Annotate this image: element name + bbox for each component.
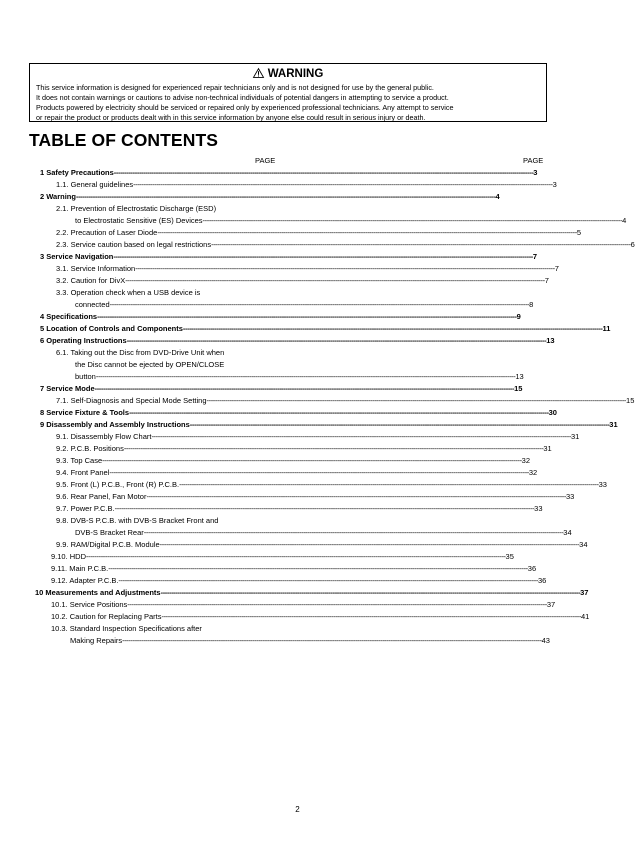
toc-entry-page: 31 <box>543 444 552 453</box>
toc-entry[interactable] <box>40 336 555 346</box>
dot-leader: -------------------------------------------------------------------------------------------------------------------------------------------------------------------------------------------------------- <box>123 444 544 453</box>
toc-entry-page: 31 <box>609 420 618 429</box>
toc-entry-title: 1.1. General guidelines <box>56 180 134 189</box>
dot-leader: -------------------------------------------------------------------------------------------------------------------------------------------------------------------------------------------------------- <box>97 312 517 321</box>
toc-entry-page: 15 <box>514 384 523 393</box>
toc-entry-title: 10.2. Caution for Replacing Parts <box>51 612 162 621</box>
dot-leader: -------------------------------------------------------------------------------------------------------------------------------------------------------------------------------------------------------- <box>114 504 535 513</box>
toc-entry-page: 13 <box>546 336 555 345</box>
toc-entry-page: 35 <box>505 552 514 561</box>
toc-entry[interactable] <box>40 168 538 178</box>
toc-entry-title: 9.2. P.C.B. Positions <box>56 444 124 453</box>
toc-entry-title: 3 Service Navigation <box>40 252 114 261</box>
toc-entry-title: 4 Specifications <box>40 312 98 321</box>
toc-entry[interactable] <box>40 384 523 394</box>
page-number: 2 <box>295 805 300 814</box>
dot-leader: -------------------------------------------------------------------------------------------------------------------------------------------------------------------------------------------------------- <box>143 528 564 537</box>
toc-entry-title: 9.7. Power P.C.B. <box>56 504 115 513</box>
toc-entry-page: 36 <box>527 564 537 573</box>
dot-leader: -------------------------------------------------------------------------------------------------------------------------------------------------------------------------------------------------------- <box>102 456 522 465</box>
toc-entry-page: 4 <box>495 192 500 201</box>
toc-entry-title: 10.3. Standard Inspection Specifications after <box>51 624 202 633</box>
dot-leader: -------------------------------------------------------------------------------------------------------------------------------------------------------------------------------------------------------- <box>113 168 534 177</box>
toc-entry-page: 37 <box>546 600 556 609</box>
dot-leader: -------------------------------------------------------------------------------------------------------------------------------------------------------------------------------------------------------- <box>202 216 623 225</box>
toc-entry[interactable] <box>56 444 552 454</box>
dot-leader: -------------------------------------------------------------------------------------------------------------------------------------------------------------------------------------------------------- <box>133 180 553 189</box>
dot-leader: -------------------------------------------------------------------------------------------------------------------------------------------------------------------------------------------------------- <box>179 480 599 489</box>
toc-entry-page: 8 <box>529 300 534 309</box>
toc-entry[interactable] <box>56 276 549 286</box>
toc-entry-page: 31 <box>570 432 580 441</box>
toc-entry[interactable] <box>75 216 627 226</box>
toc-entry[interactable] <box>51 576 547 586</box>
toc-entry-page: 33 <box>534 504 543 513</box>
toc-entry-page: 4 <box>622 216 627 225</box>
toc-entry-title: 9.1. Disassembly Flow Chart <box>56 432 152 441</box>
toc-entry[interactable] <box>40 312 521 322</box>
toc-entry-title: 9.9. RAM/Digital P.C.B. Module <box>56 540 160 549</box>
toc-entry-continuation: button <box>75 372 96 381</box>
toc-entry[interactable] <box>51 612 590 622</box>
toc-entry-page: 33 <box>598 480 607 489</box>
toc-entry-page: 36 <box>537 576 547 585</box>
toc-entry[interactable] <box>40 252 538 262</box>
toc-entry-title: 9.6. Rear Panel, Fan Motor <box>56 492 147 501</box>
toc-entry-title: 6 Operating Instructions <box>40 336 127 345</box>
dot-leader: -------------------------------------------------------------------------------------------------------------------------------------------------------------------------------------------------------- <box>189 420 610 429</box>
warning-title <box>36 67 540 82</box>
toc-entry-continuation: the Disc cannot be ejected by OPEN/CLOSE <box>75 360 225 369</box>
toc-entry-page: 7 <box>532 252 538 261</box>
dot-leader: -------------------------------------------------------------------------------------------------------------------------------------------------------------------------------------------------------- <box>118 576 538 585</box>
toc-entry-page: 34 <box>579 540 588 549</box>
toc-entry[interactable] <box>56 180 557 190</box>
toc-heading: TABLE OF CONTENTS <box>29 130 219 150</box>
warning-line: This service information is designed for experienced repair technicians only and is not designed for use by the general public. <box>36 83 434 92</box>
toc-entry-page: 7 <box>544 276 549 285</box>
toc-entry-title: 3.3. Operation check when a USB device is <box>56 288 201 297</box>
toc-entry-title: 3.1. Service Information <box>56 264 136 273</box>
toc-entry[interactable] <box>56 240 635 250</box>
dot-leader: -------------------------------------------------------------------------------------------------------------------------------------------------------------------------------------------------------- <box>109 300 530 309</box>
toc-entry[interactable] <box>40 192 500 202</box>
dot-leader: -------------------------------------------------------------------------------------------------------------------------------------------------------------------------------------------------------- <box>122 636 542 645</box>
toc-entry[interactable] <box>75 528 572 538</box>
toc-entry[interactable] <box>75 372 524 382</box>
toc-entry-continuation: connected <box>75 300 110 309</box>
toc-entry-page: 11 <box>602 324 611 333</box>
dot-leader: -------------------------------------------------------------------------------------------------------------------------------------------------------------------------------------------------------- <box>94 384 515 393</box>
toc-entry-title: 9.11. Main P.C.B. <box>51 564 109 573</box>
toc-entry-title: 2.1. Prevention of Electrostatic Discharge (ESD) <box>56 204 217 213</box>
dot-leader: -------------------------------------------------------------------------------------------------------------------------------------------------------------------------------------------------------- <box>157 228 577 237</box>
toc-entry-title: 9.10. HDD <box>51 552 87 561</box>
toc-entry[interactable] <box>51 600 556 610</box>
toc-entry-page: 3 <box>533 168 538 177</box>
toc-entry-page: 32 <box>521 456 531 465</box>
toc-entry-continuation: DVB-S Bracket Rear <box>75 528 144 537</box>
toc-entry-page: 30 <box>548 408 557 417</box>
toc-entry-title: 5 Location of Controls and Components <box>40 324 183 333</box>
toc-entry-title: 9.8. DVB-S P.C.B. with DVB-S Bracket Front and <box>56 516 219 525</box>
toc-entry-page: 5 <box>576 228 581 237</box>
dot-leader: -------------------------------------------------------------------------------------------------------------------------------------------------------------------------------------------------------- <box>109 468 529 477</box>
toc-entry[interactable] <box>56 468 538 478</box>
dot-leader: -------------------------------------------------------------------------------------------------------------------------------------------------------------------------------------------------------- <box>182 324 603 333</box>
warning-line: or repair the product or products dealt with in this service information by anyone else could result in serious injury or death. <box>36 113 426 122</box>
toc-entry[interactable] <box>40 408 557 418</box>
warning-title-text: WARNING <box>267 68 324 80</box>
toc-entry-continuation: Making Repairs <box>70 636 123 645</box>
toc-entry[interactable] <box>70 636 550 646</box>
toc-entry[interactable] <box>51 564 537 574</box>
toc-entry[interactable] <box>56 228 581 238</box>
toc-entry[interactable] <box>56 264 559 274</box>
toc-entry[interactable] <box>40 420 618 430</box>
dot-leader: -------------------------------------------------------------------------------------------------------------------------------------------------------------------------------------------------------- <box>108 564 528 573</box>
toc-entry[interactable] <box>75 300 534 310</box>
dot-leader: -------------------------------------------------------------------------------------------------------------------------------------------------------------------------------------------------------- <box>125 276 545 285</box>
toc-entry-title: 2.3. Service caution based on legal restrictions <box>56 240 212 249</box>
toc-entry-title: 9.5. Front (L) P.C.B., Front (R) P.C.B. <box>56 480 180 489</box>
dot-leader: -------------------------------------------------------------------------------------------------------------------------------------------------------------------------------------------------------- <box>206 396 627 405</box>
toc-entry-title: 9.12. Adapter P.C.B. <box>51 576 119 585</box>
toc-entry-title: 8 Service Fixture & Tools <box>40 408 130 417</box>
toc-entry[interactable] <box>56 480 607 490</box>
dot-leader: -------------------------------------------------------------------------------------------------------------------------------------------------------------------------------------------------------- <box>151 432 571 441</box>
warning-line: It does not contain warnings or cautions to advise non-technical individuals of potential dangers in attempting to service a product. <box>36 93 449 102</box>
dot-leader: -------------------------------------------------------------------------------------------------------------------------------------------------------------------------------------------------------- <box>127 600 547 609</box>
toc-entry-page: 37 <box>580 588 589 597</box>
toc-entry[interactable] <box>56 504 543 514</box>
toc-entry-title: 3.2. Caution for DivX <box>56 276 126 285</box>
toc-entry-title: 10.1. Service Positions <box>51 600 128 609</box>
toc-entry-page: 34 <box>563 528 572 537</box>
dot-leader: -------------------------------------------------------------------------------------------------------------------------------------------------------------------------------------------------------- <box>129 408 549 417</box>
dot-leader: -------------------------------------------------------------------------------------------------------------------------------------------------------------------------------------------------------- <box>86 552 506 561</box>
dot-leader: -------------------------------------------------------------------------------------------------------------------------------------------------------------------------------------------------------- <box>135 264 555 273</box>
toc-entry-title: 9 Disassembly and Assembly Instructions <box>40 420 190 429</box>
toc-entry[interactable] <box>56 456 531 466</box>
dot-leader: -------------------------------------------------------------------------------------------------------------------------------------------------------------------------------------------------------- <box>159 540 580 549</box>
toc-entry[interactable] <box>56 432 580 442</box>
toc-entry-title: 1 Safety Precautions <box>40 168 114 177</box>
warning-triangle-icon <box>253 68 264 82</box>
toc-entry[interactable] <box>35 588 589 598</box>
dot-leader: -------------------------------------------------------------------------------------------------------------------------------------------------------------------------------------------------------- <box>160 588 581 597</box>
toc-entry[interactable] <box>56 540 588 550</box>
dot-leader: -------------------------------------------------------------------------------------------------------------------------------------------------------------------------------------------------------- <box>75 192 496 201</box>
toc-entry[interactable] <box>56 396 635 406</box>
dot-leader: -------------------------------------------------------------------------------------------------------------------------------------------------------------------------------------------------------- <box>113 252 533 261</box>
toc-entry-continuation: to Electrostatic Sensitive (ES) Devices <box>75 216 203 225</box>
toc-entry-title: 10 Measurements and Adjustments <box>35 588 161 597</box>
dot-leader: -------------------------------------------------------------------------------------------------------------------------------------------------------------------------------------------------------- <box>211 240 631 249</box>
toc-entry-page: 13 <box>515 372 524 381</box>
toc-entry-title: 6.1. Taking out the Disc from DVD-Drive Unit when <box>56 348 225 357</box>
toc-entry-page: 7 <box>554 264 559 273</box>
toc-entry-title: 2.2. Precaution of Laser Diode <box>56 228 158 237</box>
toc-entry[interactable] <box>51 552 514 562</box>
toc-entry-page: 6 <box>630 240 635 249</box>
toc-entry-title: 7.1. Self-Diagnosis and Special Mode Setting <box>56 396 207 405</box>
dot-leader: -------------------------------------------------------------------------------------------------------------------------------------------------------------------------------------------------------- <box>161 612 581 621</box>
dot-leader: -------------------------------------------------------------------------------------------------------------------------------------------------------------------------------------------------------- <box>95 372 516 381</box>
warning-line: Products powered by electricity should be serviced or repaired only by experienced professional technicians. Any attempt to service <box>36 103 454 112</box>
dot-leader: -------------------------------------------------------------------------------------------------------------------------------------------------------------------------------------------------------- <box>146 492 566 501</box>
toc-entry-title: 9.4. Front Panel <box>56 468 110 477</box>
toc-entry[interactable] <box>40 324 611 334</box>
toc-entry-page: 3 <box>552 180 557 189</box>
toc-entry-page: 33 <box>565 492 575 501</box>
dot-leader: -------------------------------------------------------------------------------------------------------------------------------------------------------------------------------------------------------- <box>126 336 547 345</box>
toc-entry-title: 7 Service Mode <box>40 384 95 393</box>
toc-entry-page: 9 <box>516 312 521 321</box>
toc-entry-page: 32 <box>528 468 538 477</box>
page-column-label-right: PAGE <box>523 156 544 165</box>
warning-box <box>29 63 547 122</box>
toc-entry-page: 41 <box>581 612 590 621</box>
page-column-label-left: PAGE <box>255 156 276 165</box>
toc-entry-title: 9.3. Top Case <box>56 456 103 465</box>
toc-entry-title: 2 Warning <box>40 192 76 201</box>
toc-entry-page: 15 <box>626 396 635 405</box>
toc-entry-page: 43 <box>541 636 550 645</box>
toc-entry[interactable] <box>56 492 575 502</box>
